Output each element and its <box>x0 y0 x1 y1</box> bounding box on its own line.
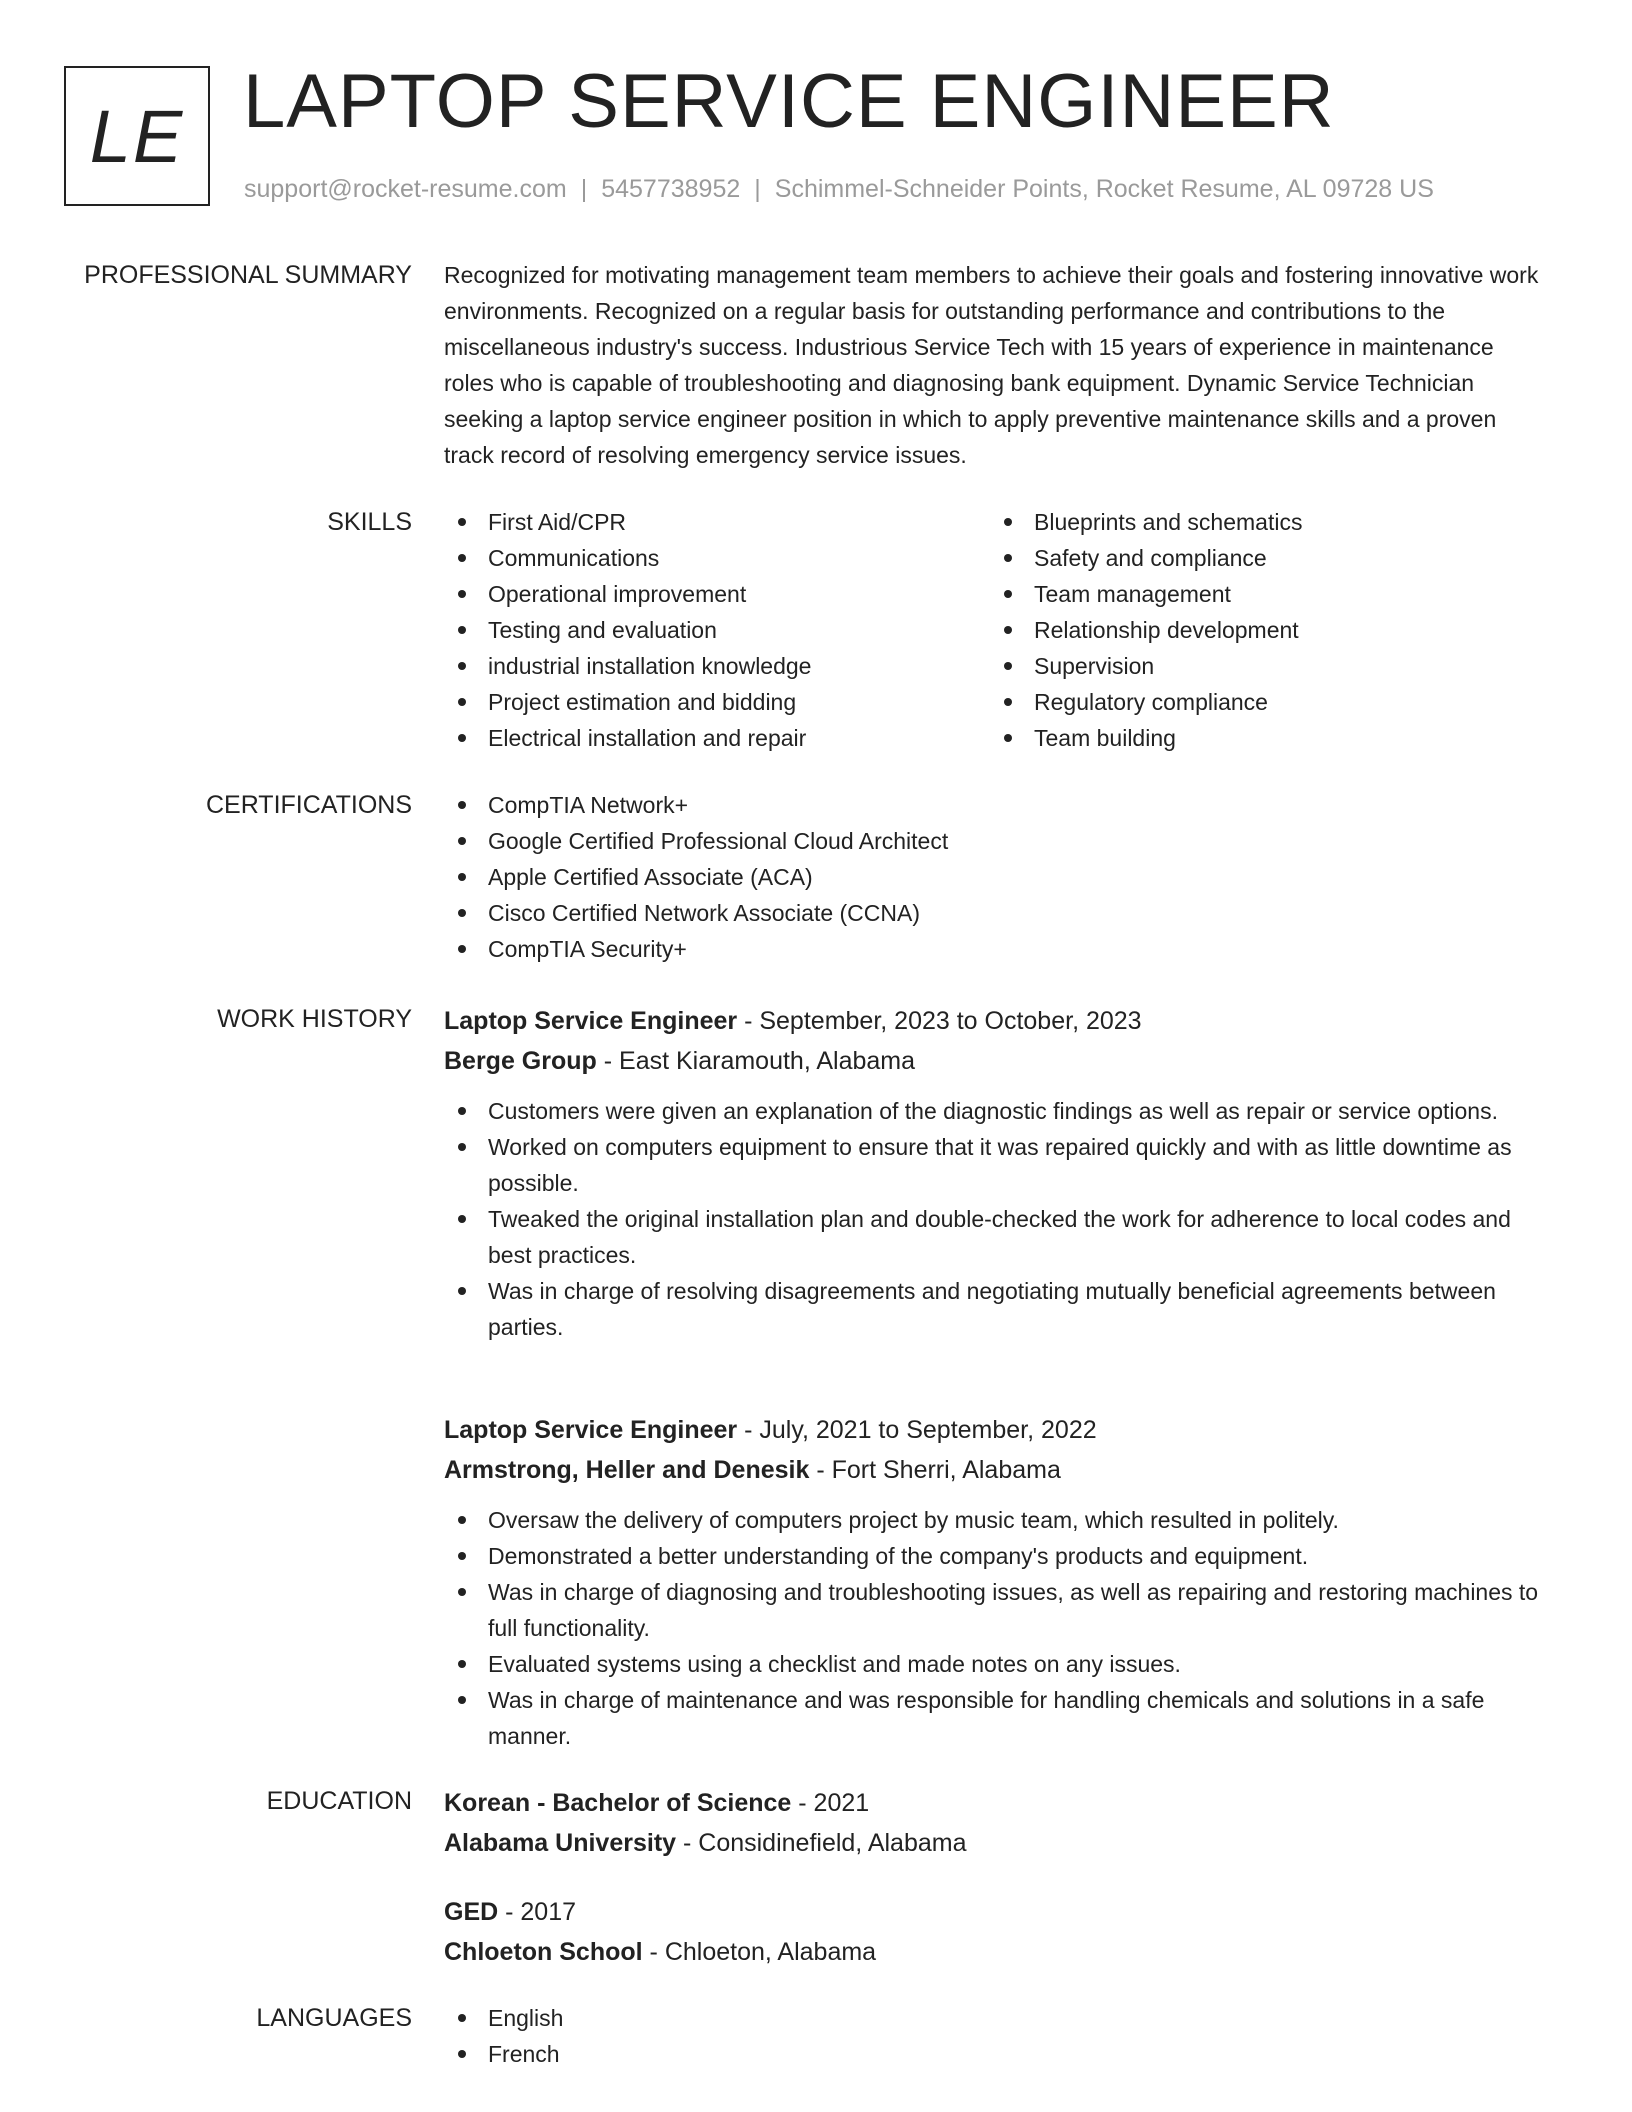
certifications-body <box>444 787 1544 967</box>
skill-item: Relationship development <box>990 612 1536 648</box>
job-company-line <box>444 1450 1544 1490</box>
education-entry <box>444 1783 1544 1863</box>
monogram-logo: LE <box>64 66 210 206</box>
job-bullet: Worked on computers equipment to ensure that it was repaired quickly and with as little downtime as possible. <box>444 1129 1544 1201</box>
skill-item: Communications <box>444 540 990 576</box>
skill-item: Team management <box>990 576 1536 612</box>
skill-item: Operational improvement <box>444 576 990 612</box>
skill-item: Supervision <box>990 648 1536 684</box>
job-bullets <box>444 1502 1544 1754</box>
certification-item: Cisco Certified Network Associate (CCNA) <box>444 895 1544 931</box>
language-item: English <box>444 2000 1544 2036</box>
job-bullets <box>444 1093 1544 1345</box>
contact-line <box>244 174 1434 204</box>
section-label-summary: PROFESSIONAL SUMMARY <box>84 261 412 289</box>
education-degree: Korean - Bachelor of Science <box>444 1789 792 1817</box>
skill-item: Electrical installation and repair <box>444 720 990 756</box>
skills-columns <box>444 504 1544 756</box>
job-dates: - September, 2023 to October, 2023 <box>737 1007 1142 1035</box>
work-history-body-2 <box>444 1410 1544 1754</box>
contact-separator: | <box>754 175 761 203</box>
job-title: Laptop Service Engineer <box>444 1416 738 1444</box>
job-location: - Fort Sherri, Alabama <box>809 1456 1061 1484</box>
contact-email: support@rocket-resume.com <box>244 175 567 203</box>
section-label-skills: SKILLS <box>327 508 412 536</box>
skill-item: First Aid/CPR <box>444 504 990 540</box>
page-title: LAPTOP SERVICE ENGINEER <box>243 59 1335 144</box>
skill-item: industrial installation knowledge <box>444 648 990 684</box>
job-bullet: Demonstrated a better understanding of the company's products and equipment. <box>444 1538 1544 1574</box>
education-location: - Considinefield, Alabama <box>676 1829 967 1857</box>
section-label-languages: LANGUAGES <box>256 2004 412 2032</box>
skill-item: Project estimation and bidding <box>444 684 990 720</box>
certification-item: CompTIA Security+ <box>444 931 1544 967</box>
education-body <box>444 1783 1544 1863</box>
certification-item: Google Certified Professional Cloud Architect <box>444 823 1544 859</box>
job-bullet: Oversaw the delivery of computers project by music team, which resulted in politely. <box>444 1502 1544 1538</box>
skill-item: Regulatory compliance <box>990 684 1536 720</box>
section-label-certifications: CERTIFICATIONS <box>205 791 412 819</box>
job-bullet: Was in charge of resolving disagreements and negotiating mutually beneficial agreements between parties. <box>444 1273 1544 1345</box>
language-item: French <box>444 2036 1544 2072</box>
education-degree: GED <box>444 1898 499 1926</box>
education-school-line <box>444 1932 1544 1972</box>
education-school-line <box>444 1823 1544 1863</box>
job-bullet: Evaluated systems using a checklist and made notes on any issues. <box>444 1646 1544 1682</box>
education-year: - 2017 <box>498 1898 577 1926</box>
skills-list-left <box>444 504 990 756</box>
job-dates: - July, 2021 to September, 2022 <box>737 1416 1097 1444</box>
education-year: - 2021 <box>791 1789 870 1817</box>
contact-separator: | <box>580 175 588 203</box>
skill-item: Testing and evaluation <box>444 612 990 648</box>
skill-item: Blueprints and schematics <box>990 504 1536 540</box>
job-company-line <box>444 1041 1544 1081</box>
section-label-education: EDUCATION <box>266 1787 412 1815</box>
job-company: Armstrong, Heller and Denesik <box>444 1456 810 1484</box>
certification-item: Apple Certified Associate (ACA) <box>444 859 1544 895</box>
languages-list <box>444 2000 1544 2072</box>
job-title-line <box>444 1410 1544 1450</box>
contact-phone: 5457738952 <box>601 175 741 203</box>
education-degree-line <box>444 1892 1544 1932</box>
skill-item: Team building <box>990 720 1536 756</box>
job-title-line <box>444 1001 1544 1041</box>
education-degree-line <box>444 1783 1544 1823</box>
job-entry <box>444 1410 1544 1754</box>
job-bullet: Customers were given an explanation of the diagnostic findings as well as repair or service options. <box>444 1093 1544 1129</box>
skill-item: Safety and compliance <box>990 540 1536 576</box>
job-bullet: Tweaked the original installation plan and double-checked the work for adherence to local codes and best practices. <box>444 1201 1544 1273</box>
job-bullet: Was in charge of diagnosing and troubleshooting issues, as well as repairing and restoring machines to full functionality. <box>444 1574 1544 1646</box>
job-location: - East Kiaramouth, Alabama <box>596 1047 916 1075</box>
certifications-list <box>444 787 1544 967</box>
job-company: Berge Group <box>444 1047 597 1075</box>
job-bullet: Was in charge of maintenance and was responsible for handling chemicals and solutions in a safe manner. <box>444 1682 1544 1754</box>
skills-list-right <box>990 504 1536 756</box>
section-label-work-history: WORK HISTORY <box>217 1005 412 1033</box>
education-body-2 <box>444 1892 1544 1972</box>
education-school: Chloeton School <box>444 1938 643 1966</box>
summary-text: Recognized for motivating management team members to achieve their goals and fostering innovative work environments. Recognized on a regular basis for outstanding performance and contributions to the miscellaneous industry's success. Industrious Service Tech with 15 years of experience in maintenance roles who is capable of troubleshooting and diagnosing bank equipment. Dynamic Service Technician seeking a laptop service engineer position in which to apply preventive maintenance skills and a proven track record of resolving emergency service issues. <box>444 262 1539 468</box>
education-school: Alabama University <box>444 1829 677 1857</box>
education-location: - Chloeton, Alabama <box>642 1938 877 1966</box>
education-entry <box>444 1892 1544 1972</box>
contact-address: Schimmel-Schneider Points, Rocket Resume, AL 09728 US <box>774 175 1434 203</box>
certification-item: CompTIA Network+ <box>444 787 1544 823</box>
languages-body <box>444 2000 1544 2072</box>
job-title: Laptop Service Engineer <box>444 1007 738 1035</box>
work-history-body <box>444 1001 1544 1345</box>
job-entry <box>444 1001 1544 1345</box>
